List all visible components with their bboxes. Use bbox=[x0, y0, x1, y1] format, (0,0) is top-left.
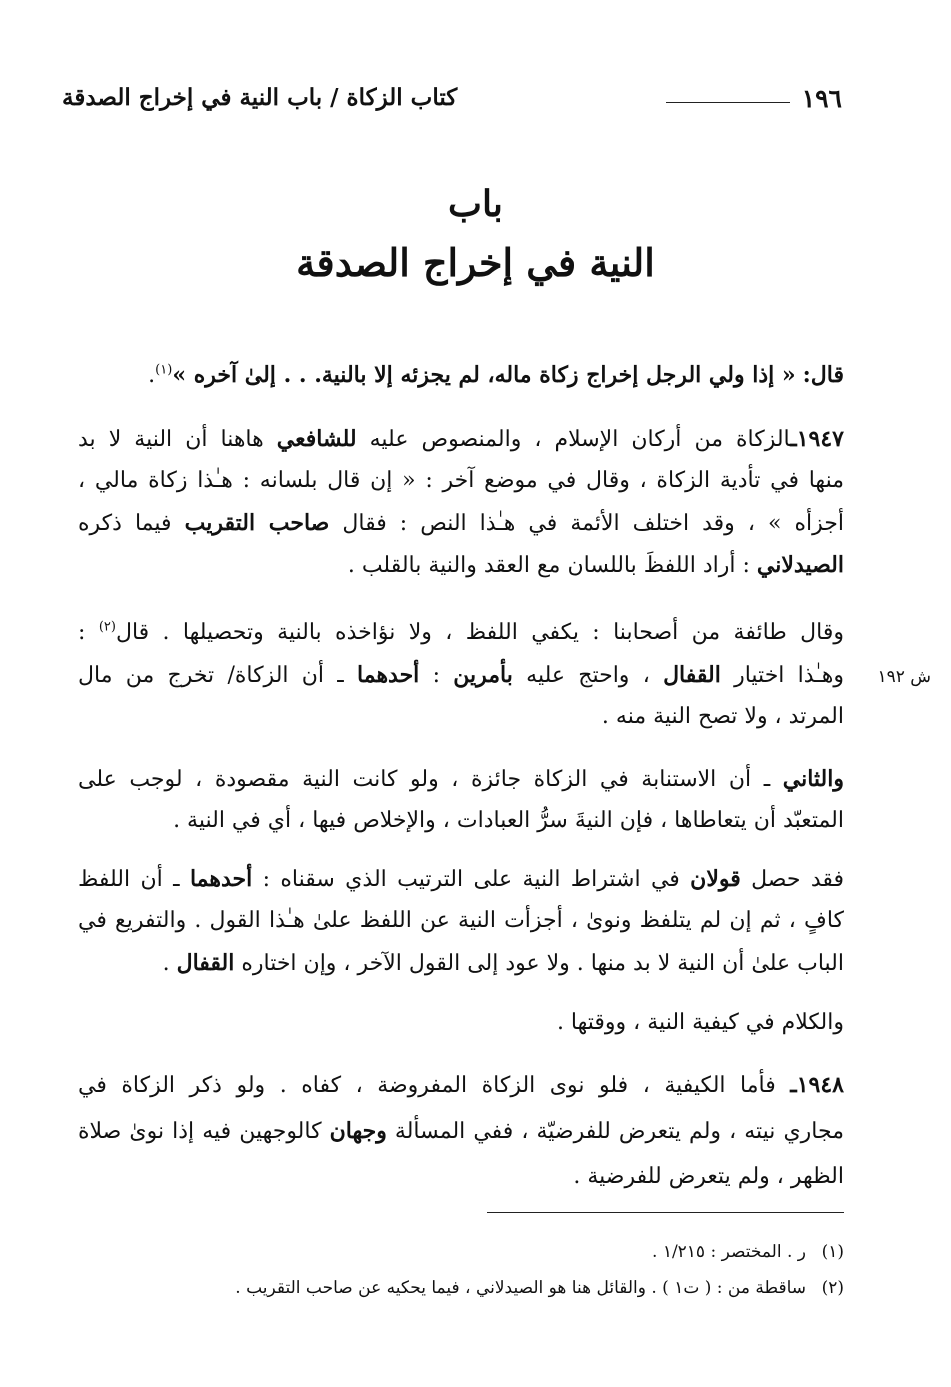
footnote-ref-2: (٢) bbox=[98, 619, 116, 635]
matn-end: . bbox=[148, 363, 156, 388]
footnote-2-number: (٢) bbox=[821, 1278, 844, 1298]
paragraph-faqad-line-3: الباب علىٰ أن النية لا بد منها . ولا عود إلى القول الآخر ، وإن اختاره القفال . bbox=[162, 950, 844, 976]
paragraph-faqad-line-2: كافٍ ، ثم إن لم يتلفظ ونوىٰ ، أجزأت النية عن اللفظ علىٰ هـٰذا القول . والتفريع في bbox=[78, 908, 844, 933]
paragraph-kalam-line-1: والكلام في كيفية النية ، ووقتها . bbox=[556, 1010, 844, 1035]
name-saydalani: الصيدلاني bbox=[756, 552, 844, 578]
footnote-1-text: ر . المختصر : ١/٢١٥ . bbox=[652, 1242, 806, 1262]
name-qaffal-2: القفال bbox=[176, 950, 235, 976]
running-title: كتاب الزكاة / باب النية في إخراج الصدقة bbox=[62, 84, 458, 111]
matn-lead: قال: bbox=[802, 362, 844, 388]
paragraph-qal-line-3: المرتد ، ولا تصح النية منه . bbox=[601, 704, 844, 729]
paragraph-thani-line-2: المتعبّد أن يتعاطاها ، فإن النيةَ سرُّ العبادات ، والإخلاص فيها ، أي في النية . bbox=[173, 808, 844, 833]
paragraph-1947-line-4: الصيدلاني : أراد اللفظَ باللسان مع العقد والنية بالقلب . bbox=[347, 552, 844, 578]
footnote-2-text: ساقطة من : ( ت١ ) . والقائل هنا هو الصيدلاني ، فيما يحكيه عن صاحب التقريب . bbox=[235, 1278, 806, 1298]
paragraph-qal-line-1: وقال طائفة من أصحابنا : يكفي اللفظ ، ولا نؤاخذه بالنية وتحصيلها . قال$^{(٢)}$ : bbox=[78, 619, 844, 645]
paragraph-faqad-line-1: فقد حصل قولان في اشتراط النية على الترتيب الذي سقناه : أحدهما ـ أن اللفظ bbox=[78, 866, 844, 892]
footnote-2 bbox=[78, 1274, 844, 1302]
paragraph-thani-line-1: والثاني ـ أن الاستنابة في الزكاة جائزة ، ولو كانت النية مقصودة ، لوجب على bbox=[78, 766, 844, 792]
name-qaffal: القفال bbox=[663, 662, 721, 688]
paragraph-1947-line-2: منها في تأدية الزكاة ، وقال في موضع آخر : « إن قال بلسانه : هـٰذا زكاة مالي ، bbox=[78, 468, 844, 493]
name-sahib-al-taqrib: صاحب التقريب bbox=[184, 510, 330, 536]
paragraph-1948-line-1: ١٩٤٨ـ فأما الكيفية ، فلو نوى الزكاة المفروضة ، كفاه . ولو ذكر الزكاة في bbox=[78, 1072, 844, 1098]
paragraph-1948-line-2: مجاري نيته ، ولم يتعرض للفرضيّة ، ففي المسألة وجهان كالوجهين فيه إذا نوىٰ صلاة bbox=[78, 1118, 844, 1144]
name-shafii: للشافعي bbox=[276, 426, 357, 452]
footnote-1-number: (١) bbox=[821, 1242, 844, 1262]
chapter-title: النية في إخراج الصدقة bbox=[296, 240, 655, 285]
footnote-1 bbox=[78, 1238, 844, 1266]
manuscript-folio-note: ش ١٩٢ bbox=[877, 667, 931, 687]
paragraph-number-1947: ١٩٤٧ـ bbox=[790, 426, 844, 452]
footnote-ref-1: (١) bbox=[155, 362, 173, 378]
footnote-separator bbox=[487, 1212, 844, 1213]
running-header bbox=[62, 80, 842, 120]
paragraph-1947-line-3: أجزأه » ، وقد اختلف الأئمة في هـٰذا النص : فقال صاحب التقريب فيما ذكره bbox=[78, 510, 844, 536]
paragraph-1947-line-1: ١٩٤٧ـالزكاة من أركان الإسلام ، والمنصوص عليه للشافعي هاهنا أن النية لا بد bbox=[78, 426, 844, 452]
page-number: ١٩٦ bbox=[801, 84, 842, 113]
section-label: باب bbox=[448, 183, 503, 225]
paragraph-1948-line-3: الظهر ، ولم يتعرض للفرضية . bbox=[573, 1164, 844, 1189]
paragraph-qal-line-2: وهـٰذا اختيار القفال ، واحتج عليه بأمرين : أحدهما ـ أن الزكاة/ تخرج من مال bbox=[78, 662, 844, 688]
matn-line bbox=[78, 356, 844, 396]
paragraph-number-1948: ١٩٤٨ـ bbox=[790, 1072, 844, 1098]
header-rule bbox=[666, 102, 790, 103]
matn-quote: « إذا ولي الرجل إخراج زكاة ماله، لم يجزئه إلا بالنية. . . إلىٰ آخره » bbox=[172, 362, 796, 388]
